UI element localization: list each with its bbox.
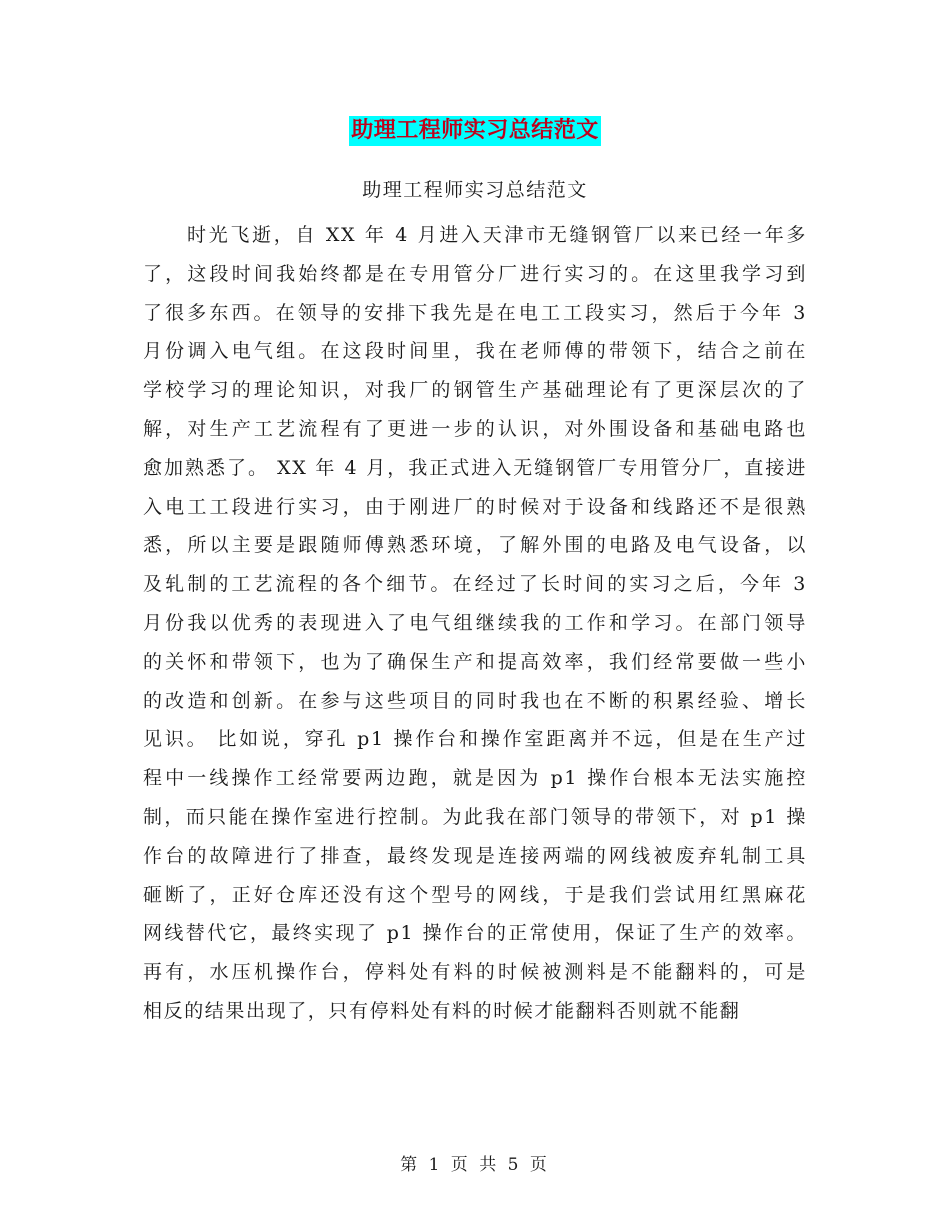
paragraph-line: 再有，水压机操作台，停料处有料的时候被测料是不能翻料的，可是 [143,961,807,984]
document-heading: 助理工程师实习总结范文 [349,116,601,146]
heading-container [0,116,950,146]
paragraph-line: 悉，所以主要是跟随师傅熟悉环境，了解外围的电路及电气设备，以 [143,534,807,557]
paragraph-line: 时光飞逝，自 XX 年 4 月进入天津市无缝钢管厂以来已经一年多 [187,224,807,246]
paragraph-line: 月份调入电气组。在这段时间里，我在老师傅的带领下，结合之前在 [143,340,807,363]
paragraph-line: 及轧制的工艺流程的各个细节。在经过了长时间的实习之后，今年 3 [143,573,807,596]
paragraph-line: 的关怀和带领下，也为了确保生产和提高效率，我们经常要做一些小 [143,650,807,673]
paragraph-line: 月份我以优秀的表现进入了电气组继续我的工作和学习。在部门领导 [143,611,807,634]
paragraph-line: 入电工工段进行实习，由于刚进厂的时候对于设备和线路还不是很熟 [143,495,807,518]
paragraph-line: 的改造和创新。在参与这些项目的同时我也在不断的积累经验、增长 [143,689,807,712]
paragraph-line: 作台的故障进行了排查，最终发现是连接两端的网线被废弃轧制工具 [143,844,807,867]
document-body [143,216,807,1031]
paragraph-line: 愈加熟悉了。 XX 年 4 月，我正式进入无缝钢管厂专用管分厂，直接进 [143,456,807,479]
paragraph-line: 相反的结果出现了，只有停料处有料的时候才能翻料否则就不能翻 [143,999,741,1022]
paragraph-line: 砸断了，正好仓库还没有这个型号的网线，于是我们尝试用红黑麻花 [143,883,807,906]
paragraph-line: 了，这段时间我始终都是在专用管分厂进行实习的。在这里我学习到 [143,262,807,285]
paragraph-line: 制，而只能在操作室进行控制。为此我在部门领导的带领下，对 p1 操 [143,805,807,828]
document-subtitle: 助理工程师实习总结范文 [362,179,588,201]
paragraph-line: 见识。 比如说，穿孔 p1 操作台和操作室距离并不远，但是在生产过 [143,728,807,751]
paragraph-line: 程中一线操作工经常要两边跑，就是因为 p1 操作台根本无法实施控 [143,767,807,790]
page-footer: 第 1 页 共 5 页 [400,1155,550,1175]
paragraph-line: 网线替代它，最终实现了 p1 操作台的正常使用，保证了生产的效率。 [143,922,807,945]
paragraph-line: 了很多东西。在领导的安排下我先是在电工工段实习，然后于今年 3 [143,301,807,324]
paragraph-line: 解，对生产工艺流程有了更进一步的认识，对外围设备和基础电路也 [143,417,807,440]
paragraph-line: 学校学习的理论知识，对我厂的钢管生产基础理论有了更深层次的了 [143,379,807,402]
